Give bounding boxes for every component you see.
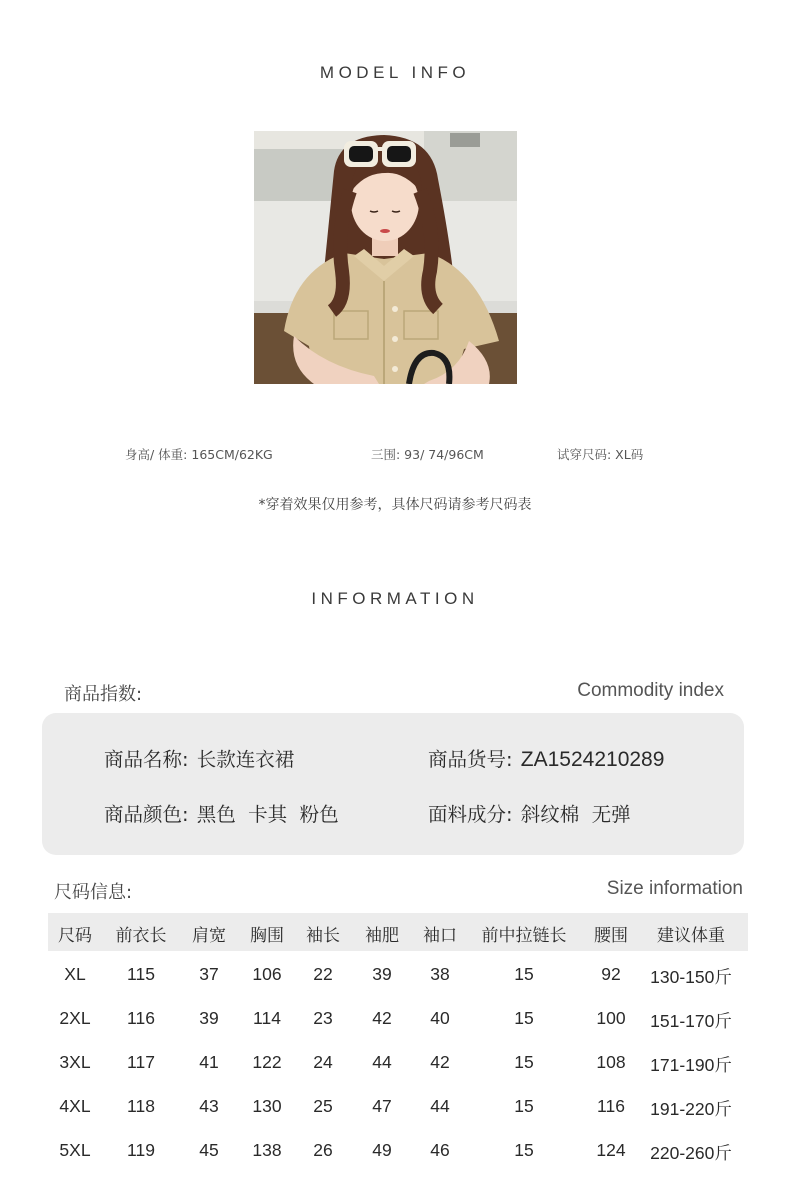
product-name-value: 长款连衣裙	[196, 748, 295, 771]
commodity-panel	[42, 713, 744, 855]
size-table-cell: 2XL	[59, 1008, 91, 1028]
size-table-cell: 39	[199, 1008, 219, 1028]
size-table-row	[0, 1096, 790, 1126]
size-table-cell: 38	[430, 964, 450, 984]
fabric-field	[428, 799, 631, 827]
size-table-cell: 124	[596, 1140, 626, 1160]
size-table-cell: 92	[601, 964, 621, 984]
product-color-field	[104, 799, 339, 827]
model-photo	[254, 131, 517, 384]
size-table-cell: 108	[596, 1052, 626, 1072]
size-table-cell: 116	[127, 1008, 155, 1028]
size-table-cell: 118	[127, 1096, 155, 1116]
size-table-cell: 151-170斤	[650, 1011, 732, 1031]
size-table-cell: 171-190斤	[650, 1055, 732, 1075]
size-table-cell: 45	[199, 1140, 219, 1160]
size-table-cell: 220-260斤	[650, 1143, 732, 1163]
size-header-cell: 袖肥	[365, 926, 399, 946]
size-table-header	[48, 913, 748, 951]
size-table-cell: 46	[430, 1140, 450, 1160]
size-table-cell: 115	[127, 964, 155, 984]
size-table-cell: 114	[253, 1008, 281, 1028]
product-name-key: 商品名称:	[104, 748, 189, 771]
fabric-value: 斜纹棉 无弹	[520, 803, 631, 826]
information-title: INFORMATION	[311, 589, 479, 608]
size-table-row	[0, 1052, 790, 1082]
size-table-cell: 43	[199, 1096, 219, 1116]
size-table-row	[0, 1008, 790, 1038]
size-table-cell: 15	[514, 1052, 534, 1072]
size-table-cell: 49	[372, 1140, 392, 1160]
size-table-cell: 122	[252, 1052, 282, 1072]
size-table-cell: 41	[199, 1052, 219, 1072]
size-table-cell: 116	[597, 1096, 625, 1116]
size-header-cell: 尺码	[58, 926, 92, 946]
fabric-key: 面料成分:	[428, 803, 513, 826]
model-photo-illustration	[254, 131, 517, 384]
size-table-cell: 130-150斤	[650, 967, 732, 987]
trial-size-text: 试穿尺码: XL码	[557, 447, 644, 462]
size-table-cell: 44	[430, 1096, 450, 1116]
size-header-cell: 胸围	[250, 926, 284, 946]
size-table-cell: 37	[199, 964, 219, 984]
size-table-cell: 119	[127, 1140, 155, 1160]
size-table-cell: 15	[514, 964, 534, 984]
commodity-label-en: Commodity index	[577, 680, 724, 701]
size-table-cell: 106	[252, 964, 282, 984]
fit-note: *穿着效果仅用参考，具体尺码请参考尺码表	[258, 497, 532, 513]
size-header-cell: 肩宽	[192, 926, 226, 946]
size-table-cell: 42	[372, 1008, 392, 1028]
product-code-value: ZA1524210289	[520, 748, 665, 771]
size-table-cell: 100	[596, 1008, 626, 1028]
size-table-cell: 130	[252, 1096, 282, 1116]
size-table-cell: 23	[313, 1008, 333, 1028]
size-table-cell: XL	[64, 964, 86, 984]
size-info-label-en: Size information	[606, 878, 743, 899]
size-table-cell: 117	[127, 1052, 155, 1072]
product-color-key: 商品颜色:	[104, 803, 189, 826]
size-table-cell: 15	[514, 1140, 534, 1160]
size-table-cell: 15	[514, 1008, 534, 1028]
size-table-cell: 24	[313, 1052, 333, 1072]
product-code-field	[428, 744, 664, 772]
size-header-cell: 前中拉链长	[481, 926, 567, 946]
size-table-cell: 44	[372, 1052, 392, 1072]
model-info-title: MODEL INFO	[319, 63, 471, 82]
product-code-key: 商品货号:	[428, 748, 513, 771]
size-info-label: 尺码信息:	[54, 882, 133, 903]
size-table-cell: 26	[313, 1140, 333, 1160]
size-header-cell: 前衣长	[115, 926, 167, 946]
size-table-cell: 42	[430, 1052, 450, 1072]
size-table-row	[0, 964, 790, 994]
size-table-cell: 191-220斤	[650, 1099, 732, 1119]
size-header-cell: 袖口	[423, 926, 457, 946]
commodity-label: 商品指数:	[64, 684, 143, 705]
size-table-cell: 3XL	[59, 1052, 91, 1072]
product-name-field	[104, 744, 294, 772]
size-table-cell: 39	[372, 964, 392, 984]
size-table-row	[0, 1140, 790, 1170]
product-color-value: 黑色 卡其 粉色	[196, 803, 339, 826]
size-table-cell: 40	[430, 1008, 450, 1028]
size-header-cell: 建议体重	[657, 926, 725, 946]
height-weight-text: 身高/ 体重: 165CM/62KG	[125, 447, 273, 462]
size-table-cell: 5XL	[59, 1140, 91, 1160]
size-table-cell: 4XL	[59, 1096, 91, 1116]
size-table-cell: 25	[313, 1096, 333, 1116]
size-table-cell: 138	[252, 1140, 282, 1160]
size-table-cell: 47	[372, 1096, 392, 1116]
size-header-cell: 袖长	[306, 926, 340, 946]
size-table-cell: 22	[313, 964, 333, 984]
size-header-cell: 腰围	[594, 926, 628, 946]
measurements-text: 三围: 93/ 74/96CM	[371, 447, 484, 462]
size-table-cell: 15	[514, 1096, 534, 1116]
